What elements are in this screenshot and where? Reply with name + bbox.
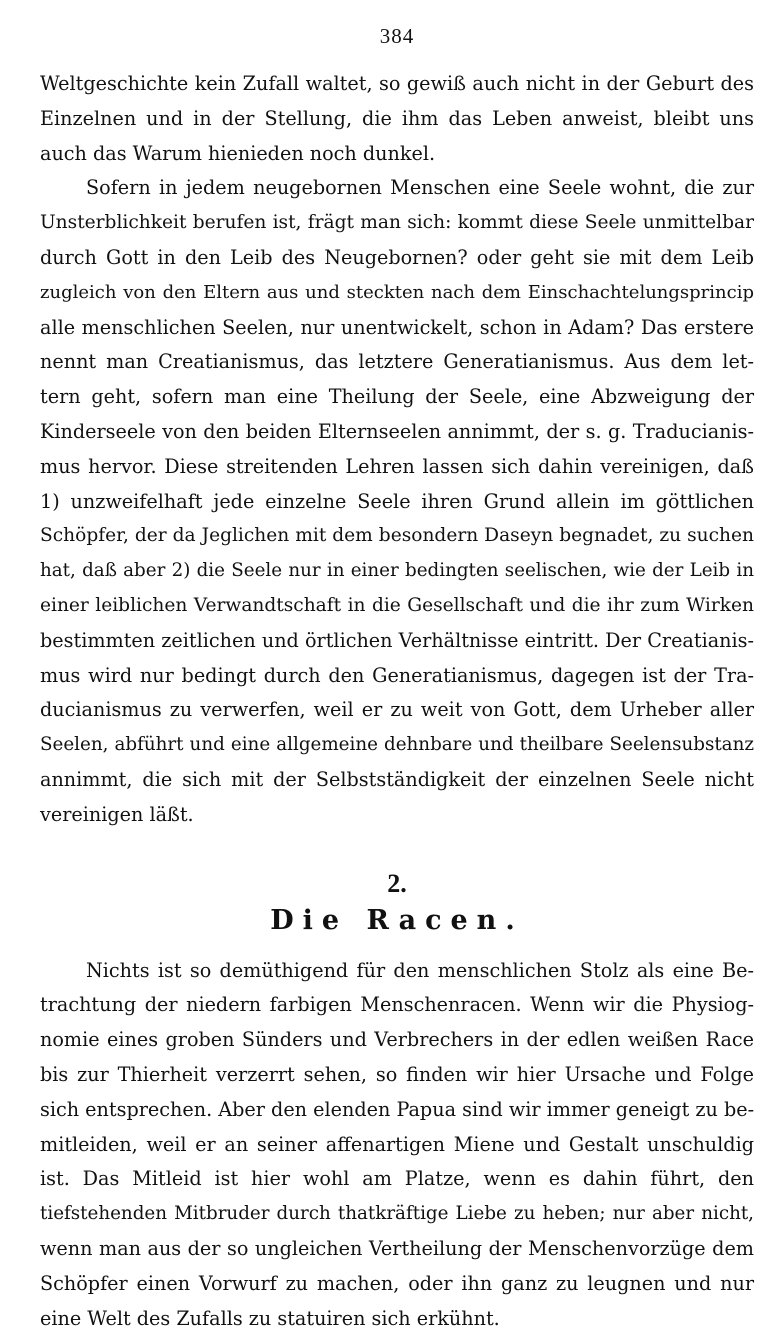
text-line: nomie eines groben Sünders und Verbrechers in der edlen weißen Race: [40, 1023, 754, 1058]
text-line: sich entsprechen. Aber den elenden Papua sind wir immer geneigt zu be-: [40, 1093, 754, 1128]
text-line: mus wird nur bedingt durch den Generatianismus, dagegen ist der Tra-: [40, 659, 754, 694]
text-line: trachtung der niedern farbigen Menschenracen. Wenn wir die Physiog-: [40, 988, 754, 1023]
paragraph-continuation: [40, 67, 754, 171]
text-line: Seelen, abführt und eine allgemeine dehnbare und theilbare Seelensubstanz: [40, 728, 754, 763]
text-line: bestimmten zeitlichen und örtlichen Verhältnisse eintritt. Der Creatianis-: [40, 624, 754, 659]
text-line: eine Welt des Zufalls zu statuiren sich erkühnt.: [40, 1302, 754, 1336]
text-line: bis zur Thierheit verzerrt sehen, so finden wir hier Ursache und Folge: [40, 1058, 754, 1093]
text-line: Weltgeschichte kein Zufall waltet, so gewiß auch nicht in der Geburt des: [40, 67, 754, 102]
text-line: durch Gott in den Leib des Neugebornen? oder geht sie mit dem Leib: [40, 241, 754, 276]
text-line: Sofern in jedem neugebornen Menschen eine Seele wohnt, die zur: [40, 171, 754, 206]
text-line: Schöpfer, der da Jeglichen mit dem besondern Daseyn begnadet, zu suchen: [40, 519, 754, 554]
text-line: tern geht, sofern man eine Theilung der Seele, eine Abzweigung der: [40, 380, 754, 415]
text-line: annimmt, die sich mit der Selbstständigkeit der einzelnen Seele nicht: [40, 763, 754, 798]
text-line: Schöpfer einen Vorwurf zu machen, oder ihn ganz zu leugnen und nur: [40, 1267, 754, 1302]
text-line: nennt man Creatianismus, das letztere Generatianismus. Aus dem let-: [40, 345, 754, 380]
paragraph-creatianism: [40, 171, 754, 832]
section-number: 2.: [40, 869, 754, 899]
text-line: Nichts ist so demüthigend für den menschlichen Stolz als eine Be-: [40, 954, 754, 989]
text-line: wenn man aus der so ungleichen Vertheilung der Menschenvorzüge dem: [40, 1232, 754, 1267]
paragraph-races: [40, 954, 754, 1336]
text-line: auch das Warum hienieden noch dunkel.: [40, 137, 754, 172]
text-line: alle menschlichen Seelen, nur unentwickelt, schon in Adam? Das erstere: [40, 311, 754, 346]
text-line: ducianismus zu verwerfen, weil er zu weit von Gott, dem Urheber aller: [40, 693, 754, 728]
page-number: 384: [40, 24, 754, 49]
text-line: mitleiden, weil er an seiner affenartigen Miene und Gestalt unschuldig: [40, 1128, 754, 1163]
text-line: tiefstehenden Mitbruder durch thatkräftige Liebe zu heben; nur aber nicht,: [40, 1197, 754, 1232]
text-line: ist. Das Mitleid ist hier wohl am Platze, wenn es dahin führt, den: [40, 1162, 754, 1197]
text-line: 1) unzweifelhaft jede einzelne Seele ihren Grund allein im göttlichen: [40, 485, 754, 520]
text-line: zugleich von den Eltern aus und steckten nach dem Einschachtelungsprincip: [40, 276, 754, 311]
text-line: vereinigen läßt.: [40, 798, 754, 833]
text-line: hat, daß aber 2) die Seele nur in einer bedingten seelischen, wie der Leib in: [40, 554, 754, 589]
text-line: Einzelnen und in der Stellung, die ihm das Leben anweist, bleibt uns: [40, 102, 754, 137]
text-line: Kinderseele von den beiden Elternseelen annimmt, der s. g. Traducianis-: [40, 415, 754, 450]
section-title: Die Racen.: [40, 905, 754, 936]
text-line: Unsterblichkeit berufen ist, frägt man sich: kommt diese Seele unmittelbar: [40, 206, 754, 241]
text-line: einer leiblichen Verwandtschaft in die Gesellschaft und die ihr zum Wirken: [40, 589, 754, 624]
text-line: mus hervor. Diese streitenden Lehren lassen sich dahin vereinigen, daß: [40, 450, 754, 485]
